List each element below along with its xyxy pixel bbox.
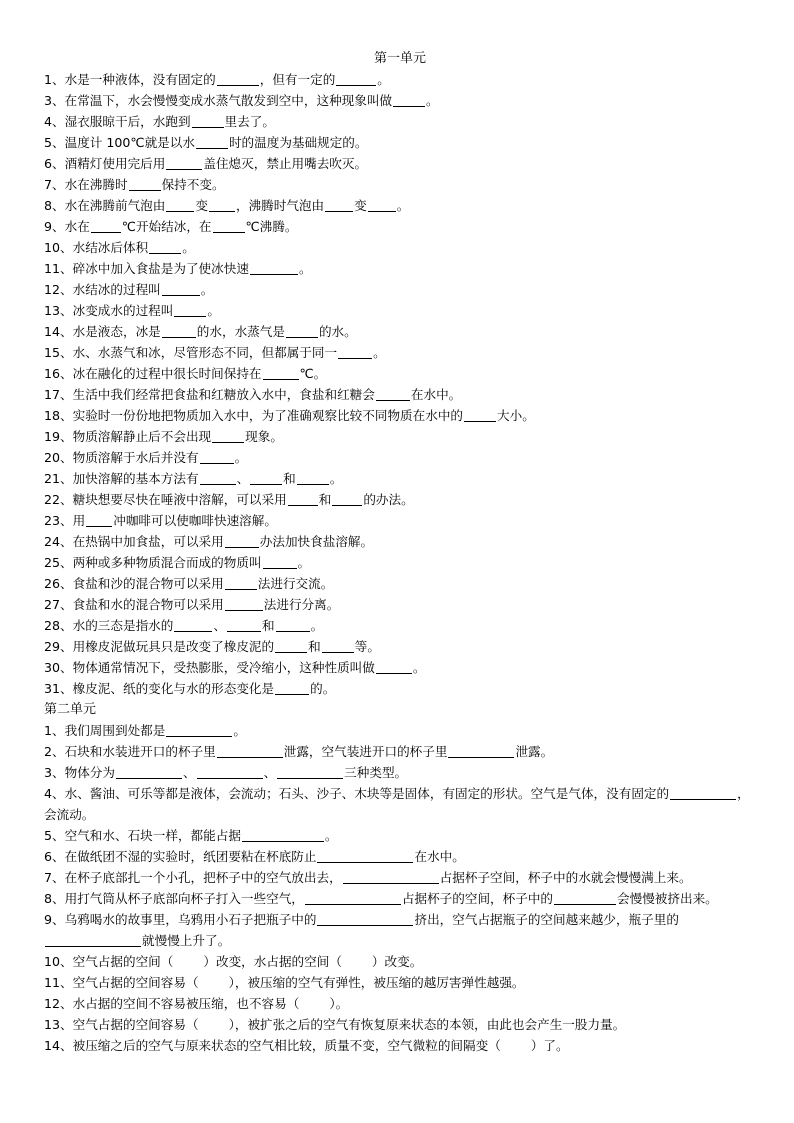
answer-blank[interactable]: [448, 743, 514, 758]
answer-blank[interactable]: [332, 491, 362, 506]
question-text: 和: [261, 618, 275, 633]
question-text: 、: [182, 765, 196, 780]
answer-blank[interactable]: [212, 428, 244, 443]
question-item: [44, 825, 756, 846]
answer-blank[interactable]: [217, 71, 259, 86]
question-text: 。: [200, 282, 214, 297]
question-text: 5、温度计 100℃就是以水: [44, 135, 195, 150]
question-text: ℃开始结冰，在: [121, 219, 212, 234]
answer-blank[interactable]: [225, 533, 259, 548]
question-text: 28、水的三态是指水的: [44, 618, 174, 633]
answer-blank[interactable]: [376, 386, 410, 401]
question-text: 30、物体通常情况下，受热膨胀，受冷缩小，这种性质叫做: [44, 660, 375, 675]
question-text: 泄露。: [515, 744, 554, 759]
question-text: 和: [308, 639, 321, 654]
question-text: 。: [310, 618, 324, 633]
question-item: [44, 909, 756, 951]
question-text: ，会流动。: [44, 786, 750, 822]
answer-blank[interactable]: [227, 617, 261, 632]
question-text: 1、水是一种液体，没有固定的: [44, 72, 216, 87]
unit1-question-list: [44, 69, 756, 699]
question-text: 16、冰在融化的过程中很长时间保持在: [44, 366, 262, 381]
question-text: 22、糖块想要尽快在唾液中溶解，可以采用: [44, 492, 287, 507]
answer-blank[interactable]: [86, 512, 112, 527]
question-item: [44, 594, 756, 615]
question-text: 9、乌鸦喝水的故事里，乌鸦用小石子把瓶子中的: [44, 912, 317, 927]
question-text: ）。: [329, 996, 349, 1011]
answer-blank[interactable]: [286, 323, 318, 338]
question-text: 。: [233, 723, 246, 738]
question-text: ℃沸腾。: [245, 219, 298, 234]
question-item: [44, 90, 756, 111]
question-text: 大小。: [497, 408, 535, 423]
question-text: 变: [195, 198, 208, 213]
question-item: [44, 174, 756, 195]
answer-blank[interactable]: [166, 722, 232, 737]
question-item: [44, 720, 756, 741]
question-text: 办法加快食盐溶解。: [259, 534, 374, 549]
question-text: 31、橡皮泥、纸的变化与水的形态变化是: [44, 681, 275, 696]
answer-blank[interactable]: [368, 197, 396, 212]
answer-blank[interactable]: [376, 659, 412, 674]
question-text: ，沸腾时气泡由: [235, 198, 325, 213]
answer-blank[interactable]: [275, 638, 307, 653]
question-text: 11、空气占据的空间容易（: [44, 975, 199, 990]
question-text: 。: [298, 261, 312, 276]
question-item: [44, 342, 756, 363]
answer-blank[interactable]: [162, 281, 200, 296]
question-text: ），被压缩的空气有弹性，被压缩的越厉害弹性越强。: [228, 975, 525, 990]
answer-blank[interactable]: [197, 764, 263, 779]
question-text: 20、物质溶解于水后并没有: [44, 450, 199, 465]
unit2-title: 第二单元: [44, 702, 97, 717]
question-item: [44, 1035, 756, 1056]
question-text: 。: [396, 198, 410, 213]
question-text: 里去了。: [224, 114, 275, 129]
question-item: [44, 237, 756, 258]
question-text: 7、水在沸腾时: [44, 177, 128, 192]
question-text: 。: [329, 471, 343, 486]
question-text: 。: [377, 72, 390, 87]
answer-blank[interactable]: [91, 218, 121, 233]
answer-blank[interactable]: [325, 197, 353, 212]
answer-blank[interactable]: [336, 71, 376, 86]
answer-blank[interactable]: [670, 785, 736, 800]
question-item: [44, 783, 756, 825]
question-text: 。: [234, 450, 248, 465]
question-text: ℃。: [299, 366, 327, 381]
answer-blank[interactable]: [554, 890, 616, 905]
question-text: 、: [236, 471, 250, 486]
question-text: 会慢慢被挤出来。: [617, 891, 718, 906]
answer-blank[interactable]: [174, 302, 206, 317]
question-text: 、: [213, 618, 226, 633]
question-text: 。: [412, 660, 426, 675]
question-text: 就慢慢上升了。: [142, 933, 231, 948]
question-text: 19、物质溶解静止后不会出现: [44, 429, 212, 444]
answer-blank[interactable]: [200, 449, 234, 464]
answer-blank[interactable]: [242, 827, 324, 842]
answer-blank[interactable]: [45, 932, 141, 947]
worksheet-page: [44, 48, 756, 1056]
question-text: 和: [318, 492, 332, 507]
answer-blank[interactable]: [166, 197, 194, 212]
question-text: 6、酒精灯使用完后用: [44, 156, 166, 171]
unit2-question-list: [44, 720, 756, 1056]
answer-blank[interactable]: [225, 596, 263, 611]
question-text: 4、水、酱油、可乐等都是液体，会流动；石头、沙子、木块等是固体，有固定的形状。空气是气体，没有固定的: [44, 786, 670, 801]
question-item: [44, 951, 756, 972]
question-text: 7、在杯子底部扎一个小孔，把杯子中的空气放出去，: [44, 870, 342, 885]
question-item: [44, 258, 756, 279]
question-text: 1、我们周围到处都是: [44, 723, 166, 738]
question-text: 占据杯子空间，杯子中的水就会慢慢满上来。: [439, 870, 692, 885]
answer-blank[interactable]: [116, 764, 182, 779]
question-item: [44, 216, 756, 237]
question-text: 9、水在: [44, 219, 90, 234]
answer-blank[interactable]: [297, 470, 329, 485]
question-text: 。: [182, 240, 195, 255]
question-text: 5、空气和水、石块一样，都能占据: [44, 828, 241, 843]
question-item: [44, 615, 756, 636]
question-text: 17、生活中我们经常把食盐和红糖放入水中，食盐和红糖会: [44, 387, 375, 402]
question-item: [44, 426, 756, 447]
question-text: 24、在热锅中加食盐，可以采用: [44, 534, 224, 549]
answer-blank[interactable]: [200, 470, 236, 485]
answer-blank[interactable]: [162, 323, 196, 338]
unit1-title: 第一单元: [373, 51, 426, 66]
question-text: 盖住熄灭，禁止用嘴去吹灭。: [203, 156, 368, 171]
answer-blank[interactable]: [343, 869, 439, 884]
question-text: 10、空气占据的空间（: [44, 954, 174, 969]
question-item: [44, 111, 756, 132]
question-item: [44, 867, 756, 888]
answer-blank[interactable]: [276, 617, 310, 632]
question-text: ），被扩张之后的空气有恢复原来状态的本领，由此也会产生一股力量。: [228, 1017, 626, 1032]
question-text: 10、水结冰后体积: [44, 240, 149, 255]
question-text: 三种类型。: [344, 765, 408, 780]
answer-blank[interactable]: [322, 638, 354, 653]
question-text: 14、水是液态，冰是: [44, 324, 161, 339]
question-text: 的办法。: [363, 492, 414, 507]
question-text: 13、冰变成水的过程叫: [44, 303, 174, 318]
question-item: [44, 468, 756, 489]
question-text: 11、碎冰中加入食盐是为了使冰快速: [44, 261, 249, 276]
question-text: 法进行交流。: [257, 576, 334, 591]
question-item: [44, 531, 756, 552]
answer-blank[interactable]: [149, 239, 181, 254]
question-text: 在水中。: [414, 849, 465, 864]
question-item: [44, 69, 756, 90]
answer-blank[interactable]: [174, 617, 212, 632]
question-item: [44, 1014, 756, 1035]
question-text: 27、食盐和水的混合物可以采用: [44, 597, 224, 612]
answer-blank[interactable]: [277, 764, 343, 779]
question-text: 。: [426, 93, 439, 108]
question-item: [44, 279, 756, 300]
question-text: 和: [283, 471, 296, 486]
question-text: 13、空气占据的空间容易（: [44, 1017, 199, 1032]
answer-blank[interactable]: [464, 407, 496, 422]
question-text: 。: [324, 828, 338, 843]
question-text: 8、水在沸腾前气泡由: [44, 198, 166, 213]
question-text: 14、被压缩之后的空气与原来状态的空气相比较，质量不变，空气微粒的间隔变（: [44, 1038, 501, 1053]
question-text: 23、用: [44, 513, 86, 528]
question-text: 。: [297, 555, 311, 570]
question-item: [44, 132, 756, 153]
answer-blank[interactable]: [129, 176, 161, 191]
answer-blank[interactable]: [250, 470, 282, 485]
question-text: 变: [354, 198, 367, 213]
answer-blank[interactable]: [263, 554, 297, 569]
question-text: ，但有一定的: [259, 72, 336, 87]
question-text: 的水。: [318, 324, 357, 339]
question-item: [44, 888, 756, 909]
answer-blank[interactable]: [305, 890, 401, 905]
question-text: 12、水占据的空间不容易被压缩，也不容易（: [44, 996, 300, 1011]
question-text: ）改变，水占据的空间（: [203, 954, 342, 969]
question-text: 挤出，空气占据瓶子的空间越来越少，瓶子里的: [414, 912, 679, 927]
question-text: 在水中。: [410, 387, 462, 402]
answer-blank[interactable]: [225, 575, 257, 590]
question-text: 时的温度为基础规定的。: [228, 135, 368, 150]
question-text: 12、水结冰的过程叫: [44, 282, 161, 297]
question-item: [44, 678, 756, 699]
question-text: 冲咖啡可以使咖啡快速溶解。: [113, 513, 277, 528]
question-item: [44, 657, 756, 678]
question-item: [44, 993, 756, 1014]
question-item: [44, 573, 756, 594]
question-item: [44, 510, 756, 531]
question-item: [44, 300, 756, 321]
answer-blank[interactable]: [196, 134, 228, 149]
answer-blank[interactable]: [209, 197, 235, 212]
answer-blank[interactable]: [288, 491, 318, 506]
question-text: 法进行分离。: [263, 597, 340, 612]
question-text: 泄露，空气装进开口的杯子里: [283, 744, 448, 759]
question-item: [44, 195, 756, 216]
answer-blank[interactable]: [275, 680, 309, 695]
question-item: [44, 489, 756, 510]
question-item: [44, 447, 756, 468]
question-text: 3、物体分为: [44, 765, 115, 780]
question-text: 26、食盐和沙的混合物可以采用: [44, 576, 224, 591]
question-text: 。: [207, 303, 220, 318]
question-item: [44, 405, 756, 426]
question-item: [44, 321, 756, 342]
answer-blank[interactable]: [213, 218, 245, 233]
question-text: 25、两种或多种物质混合而成的物质叫: [44, 555, 262, 570]
question-text: 保持不变。: [161, 177, 225, 192]
answer-blank[interactable]: [166, 155, 202, 170]
answer-blank[interactable]: [317, 848, 413, 863]
answer-blank[interactable]: [317, 911, 413, 926]
question-text: 21、加快溶解的基本方法有: [44, 471, 199, 486]
question-text: ）改变。: [371, 954, 423, 969]
question-item: [44, 384, 756, 405]
question-text: 占据杯子的空间，杯子中的: [401, 891, 554, 906]
question-item: [44, 762, 756, 783]
answer-blank[interactable]: [250, 260, 298, 275]
question-item: [44, 552, 756, 573]
question-text: 现象。: [245, 429, 283, 444]
question-item: [44, 363, 756, 384]
question-text: 、: [263, 765, 277, 780]
question-item: [44, 636, 756, 657]
question-text: 15、水、水蒸气和冰，尽管形态不同，但都属于同一: [44, 345, 338, 360]
question-item: [44, 153, 756, 174]
answer-blank[interactable]: [217, 743, 283, 758]
question-text: ）了。: [530, 1038, 569, 1053]
answer-blank[interactable]: [192, 113, 224, 128]
question-item: [44, 846, 756, 867]
question-text: 3、在常温下，水会慢慢变成水蒸气散发到空中，这种现象叫做: [44, 93, 393, 108]
answer-blank[interactable]: [393, 92, 425, 107]
answer-blank[interactable]: [338, 344, 372, 359]
question-text: 。: [373, 345, 386, 360]
question-text: 4、湿衣服晾干后，水跑到: [44, 114, 191, 129]
question-text: 29、用橡皮泥做玩具只是改变了橡皮泥的: [44, 639, 275, 654]
question-text: 6、在做纸团不湿的实验时，纸团要粘在杯底防止: [44, 849, 317, 864]
question-item: [44, 972, 756, 993]
question-text: 8、用打气筒从杯子底部向杯子打入一些空气，: [44, 891, 304, 906]
question-text: 18、实验时一份份地把物质加入水中，为了准确观察比较不同物质在水中的: [44, 408, 464, 423]
question-item: [44, 741, 756, 762]
question-text: 的。: [310, 681, 336, 696]
question-text: 的水，水蒸气是: [196, 324, 285, 339]
answer-blank[interactable]: [263, 365, 299, 380]
question-text: 等。: [354, 639, 380, 654]
question-text: 2、石块和水装进开口的杯子里: [44, 744, 216, 759]
